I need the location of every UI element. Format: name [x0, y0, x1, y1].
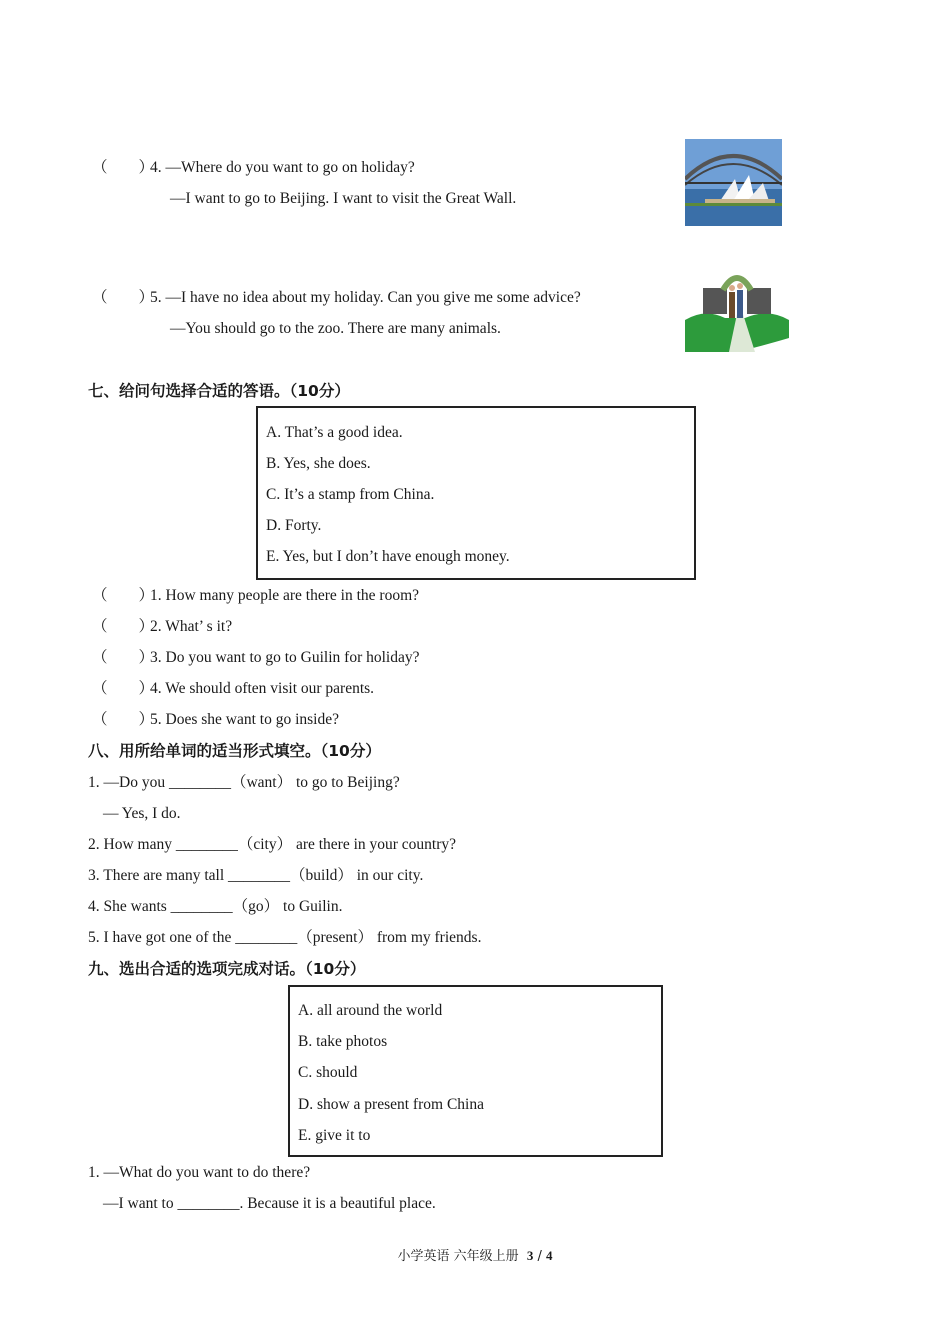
answer-paren[interactable]: （ ） — [92, 680, 155, 697]
answer-paren[interactable]: （ ） — [92, 649, 155, 666]
question-7-5 — [92, 710, 339, 730]
answer-paren[interactable]: （ ） — [92, 159, 155, 176]
zoo-gate-image — [685, 268, 789, 352]
question-7-2 — [92, 617, 232, 637]
option-a: A. That’s a good idea. — [266, 424, 403, 441]
question-text: 1. How many people are there in the room? — [150, 587, 420, 604]
answer-6-4: —I want to go to Beijing. I want to visit the Great Wall. — [170, 190, 517, 207]
option-d: D. Forty. — [266, 517, 322, 534]
question-text: 4. We should often visit our parents. — [150, 680, 375, 697]
question-text: 5. —I have no idea about my holiday. Can you give me some advice? — [150, 289, 581, 306]
question-7-3 — [92, 648, 420, 668]
section-8-heading: 八、用所给单词的适当形式填空。（10分） — [88, 742, 381, 760]
section-9-option-box — [288, 985, 663, 1157]
answer-paren[interactable]: （ ） — [92, 711, 155, 728]
question-7-4 — [92, 679, 374, 699]
fill-line-5[interactable]: 5. I have got one of the ________（present） from my friends. — [88, 929, 482, 946]
section-7-option-box — [256, 406, 696, 580]
question-text: 2. What’ s it? — [150, 618, 233, 635]
option-c: C. It’s a stamp from China. — [266, 486, 435, 503]
question-6-4 — [92, 158, 415, 178]
fill-line-2[interactable]: 2. How many ________（city） are there in your country? — [88, 836, 457, 853]
page-separator: / — [537, 1249, 542, 1264]
page-number: 3 — [526, 1248, 534, 1263]
question-7-1 — [92, 586, 419, 606]
option-d: D. show a present from China — [298, 1096, 484, 1113]
footer-subject: 小学英语 六年级上册 — [397, 1249, 519, 1264]
option-b: B. Yes, she does. — [266, 455, 371, 472]
question-text: 3. Do you want to go to Guilin for holiday? — [150, 649, 420, 666]
question-text: 5. Does she want to go inside? — [150, 711, 339, 728]
dialogue-line-1-reply[interactable]: —I want to ________. Because it is a beautiful place. — [103, 1195, 436, 1212]
option-b: B. take photos — [298, 1033, 388, 1050]
fill-line-1-answer: — Yes, I do. — [103, 805, 181, 822]
section-7-heading: 七、给问句选择合适的答语。（10分） — [88, 382, 350, 400]
option-c: C. should — [298, 1064, 358, 1081]
section-9-heading: 九、选出合适的选项完成对话。（10分） — [88, 960, 366, 978]
answer-paren[interactable]: （ ） — [92, 587, 155, 604]
option-a: A. all around the world — [298, 1002, 443, 1019]
answer-6-5: —You should go to the zoo. There are many animals. — [170, 320, 501, 337]
option-e: E. give it to — [298, 1127, 371, 1144]
answer-paren[interactable]: （ ） — [92, 618, 155, 635]
dialogue-line-1: 1. —What do you want to do there? — [88, 1164, 311, 1181]
page-total: 4 — [546, 1248, 553, 1263]
option-e: E. Yes, but I don’t have enough money. — [266, 548, 510, 565]
question-text: 4. —Where do you want to go on holiday? — [150, 159, 415, 176]
question-6-5 — [92, 288, 581, 308]
fill-line-1[interactable]: 1. —Do you ________（want） to go to Beijing? — [88, 774, 400, 791]
sydney-opera-house-image — [685, 139, 782, 226]
answer-paren[interactable]: （ ） — [92, 289, 155, 306]
fill-line-3[interactable]: 3. There are many tall ________（build） in our city. — [88, 867, 424, 884]
fill-line-4[interactable]: 4. She wants ________（go） to Guilin. — [88, 898, 343, 915]
page-footer — [0, 1245, 950, 1264]
